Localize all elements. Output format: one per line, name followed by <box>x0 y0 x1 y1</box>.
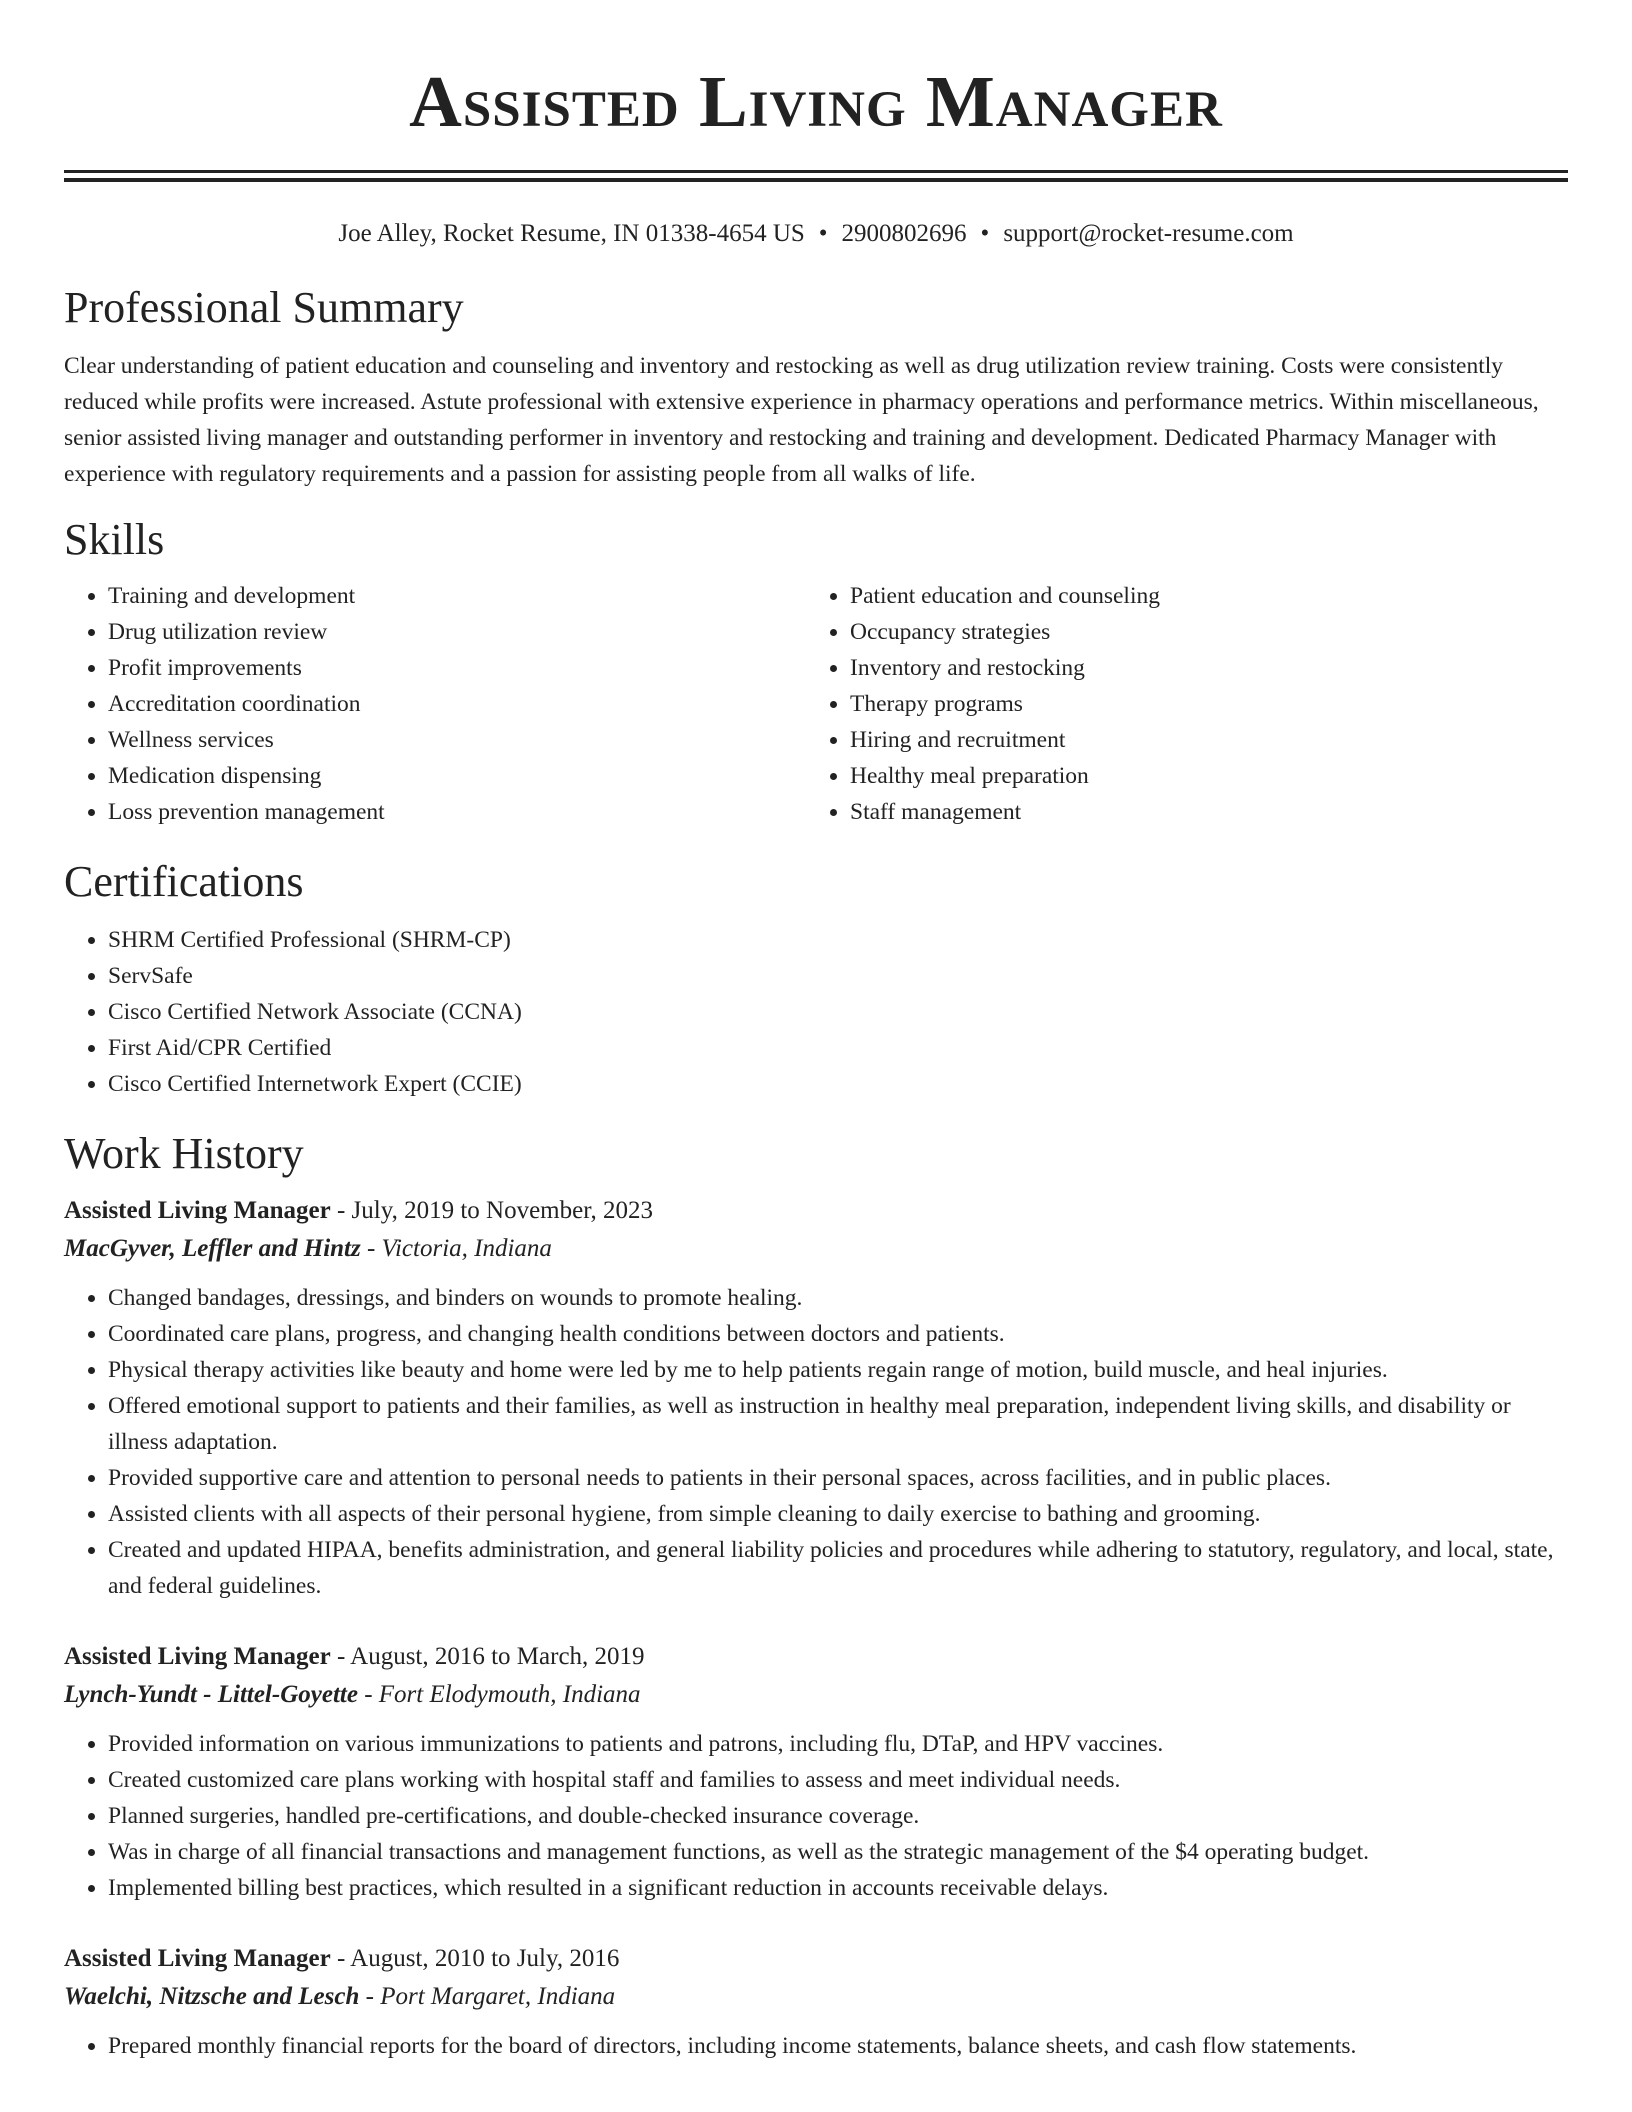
contact-separator: • <box>980 220 990 247</box>
job-dates: - August, 2016 to March, 2019 <box>330 1643 645 1670</box>
job-company: MacGyver, Leffler and Hintz <box>64 1235 361 1262</box>
job-title: Assisted Living Manager <box>64 1945 331 1972</box>
skill-item: • Patient education and counseling <box>850 578 1548 614</box>
job-location: - Port Margaret, Indiana <box>359 1983 616 2010</box>
job-company: Lynch-Yundt - Littel-Goyette <box>64 1681 358 1708</box>
certification-item: • Cisco Certified Internetwork Expert (CCIE) <box>108 1066 1568 1102</box>
skill-item: • Occupancy strategies <box>850 614 1548 650</box>
job-bullet: • Implemented billing best practices, which resulted in a significant reduction in accounts receivable delays. <box>108 1870 1568 1906</box>
summary-text: Clear understanding of patient education and counseling and inventory and restocking as well as drug utilization review training. Costs were consistently reduced while profits were increased. Astute professional with extensive experience in pharmacy operations and performance metrics. Within miscellaneous, senior assisted living manager and outstanding performer in inventory and restocking and training and development. Dedicated Pharmacy Manager with experience with regulatory requirements and a passion for assisting people from all walks of life. <box>64 353 1539 487</box>
summary-heading: Professional Summary <box>64 283 464 332</box>
job-bullet: • Planned surgeries, handled pre-certifications, and double-checked insurance coverage. <box>108 1798 1568 1834</box>
resume-page <box>64 0 1568 2064</box>
job-bullet: • Was in charge of all financial transactions and management functions, as well as the strategic management of the $4 operating budget. <box>108 1834 1568 1870</box>
title-divider-thin <box>64 178 1568 182</box>
job-bullet: • Physical therapy activities like beauty and home were led by me to help patients regain range of motion, build muscle, and heal injuries. <box>108 1352 1568 1388</box>
skill-item: • Healthy meal preparation <box>850 758 1548 794</box>
certifications-list <box>64 922 1568 1102</box>
job-bullet: • Coordinated care plans, progress, and changing health conditions between doctors and patients. <box>108 1316 1568 1352</box>
skill-item: • Staff management <box>850 794 1548 830</box>
job-bullets <box>64 1280 1568 1604</box>
job-bullet: • Assisted clients with all aspects of their personal hygiene, from simple cleaning to daily exercise to bathing and grooming. <box>108 1496 1568 1532</box>
job-title-line <box>64 1940 1568 1978</box>
job-title: Assisted Living Manager <box>64 1197 331 1224</box>
job-bullet: • Changed bandages, dressings, and binders on wounds to promote healing. <box>108 1280 1568 1316</box>
contact-address: Joe Alley, Rocket Resume, IN 01338-4654 US <box>338 220 805 247</box>
job-bullet: • Created customized care plans working with hospital staff and families to assess and meet individual needs. <box>108 1762 1568 1798</box>
work-history-heading: Work History <box>64 1129 304 1178</box>
skill-item: • Accreditation coordination <box>108 686 806 722</box>
contact-email: support@rocket-resume.com <box>1003 220 1294 247</box>
job-bullets <box>64 1726 1568 1906</box>
job-title: Assisted Living Manager <box>64 1643 331 1670</box>
job-bullet: • Prepared monthly financial reports for the board of directors, including income statements, balance sheets, and cash flow statements. <box>108 2028 1568 2064</box>
skill-item: • Profit improvements <box>108 650 806 686</box>
contact-separator: • <box>818 220 828 247</box>
skill-item: • Wellness services <box>108 722 806 758</box>
title-divider-thick <box>64 170 1568 173</box>
job-entry <box>64 1940 1568 2064</box>
job-location: - Fort Elodymouth, Indiana <box>357 1681 641 1708</box>
skill-item: • Therapy programs <box>850 686 1548 722</box>
skill-item: • Inventory and restocking <box>850 650 1548 686</box>
skill-item: • Loss prevention management <box>108 794 806 830</box>
job-company-line <box>64 1230 1568 1268</box>
job-location: - Victoria, Indiana <box>360 1235 552 1262</box>
certification-item: • First Aid/CPR Certified <box>108 1030 1568 1066</box>
job-bullet: • Provided information on various immunizations to patients and patrons, including flu, DTaP, and HPV vaccines. <box>108 1726 1568 1762</box>
skill-item: • Training and development <box>108 578 806 614</box>
certification-item: • ServSafe <box>108 958 1568 994</box>
job-title-line <box>64 1638 1568 1676</box>
job-title-line <box>64 1192 1568 1230</box>
skills-list-left <box>64 578 806 830</box>
job-company-line <box>64 1676 1568 1714</box>
skills-heading: Skills <box>64 515 165 564</box>
job-bullet: • Provided supportive care and attention to personal needs to patients in their personal spaces, across facilities, and in public places. <box>108 1460 1568 1496</box>
job-entry <box>64 1192 1568 1604</box>
job-dates: - August, 2010 to July, 2016 <box>330 1945 620 1972</box>
contact-phone: 2900802696 <box>841 220 967 247</box>
skill-item: • Drug utilization review <box>108 614 806 650</box>
skill-item: • Hiring and recruitment <box>850 722 1548 758</box>
job-entry <box>64 1638 1568 1906</box>
job-bullet: • Created and updated HIPAA, benefits administration, and general liability policies and procedures while adhering to statutory, regulatory, and local, state, and federal guidelines. <box>108 1532 1568 1604</box>
skill-item: • Medication dispensing <box>108 758 806 794</box>
certifications-heading: Certifications <box>64 857 304 906</box>
certification-item: • Cisco Certified Network Associate (CCNA) <box>108 994 1568 1030</box>
job-company: Waelchi, Nitzsche and Lesch <box>64 1983 360 2010</box>
contact-line <box>64 218 1568 250</box>
certification-item: • SHRM Certified Professional (SHRM-CP) <box>108 922 1568 958</box>
job-company-line <box>64 1978 1568 2016</box>
skills-list-right <box>806 578 1548 830</box>
skills-columns <box>64 578 1568 830</box>
resume-title: Assisted Living Manager <box>409 61 1223 142</box>
job-bullet: • Offered emotional support to patients and their families, as well as instruction in healthy meal preparation, independent living skills, and disability or illness adaptation. <box>108 1388 1568 1460</box>
job-bullets <box>64 2028 1568 2064</box>
job-dates: - July, 2019 to November, 2023 <box>330 1197 654 1224</box>
